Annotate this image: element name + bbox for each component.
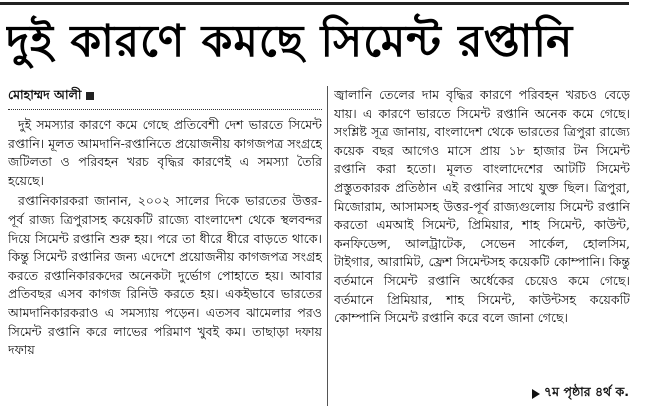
triangle-right-icon [532, 389, 540, 399]
article-column-right [334, 86, 630, 408]
headline: দুই কারণে কমছে সিমেন্ট রপ্তানি [6, 16, 574, 67]
byline-divider [8, 109, 322, 110]
top-rule [0, 2, 629, 5]
column-divider [327, 86, 328, 406]
paragraph: রপ্তানিকারকরা জানান, ২০০২ সালের দিকে ভারতের উত্তর-পূর্ব রাজ্য ত্রিপুরাসহ কয়েকটি রাজ্যে বাংলাদেশ থেকে স্থলবন্দর দিয়ে সিমেন্ট রপ্তানি শুরু হয়। পরে তা ধীরে ধীরে বাড়তে থাকে। কিন্তু সিমেন্ট রপ্তানির জন্য এদেশে প্রয়োজনীয় কাগজপত্র সংগ্রহ করতে রপ্তানিকারকদের অনেকটা দুর্ভোগ পোহাতে হয়। আবার প্রতিবছর এসব কাগজ রিনিউ করতে হয়। একইভাবে ভারতের আমদানিকারকরাও এ সমস্যায় পড়েন। এতসব ঝামেলার পরও সিমেন্ট রপ্তানি করে লাভের পরিমাণ খুবই কম। তাছাড়া দফায় দফায় [8, 193, 322, 358]
paragraph: দুই সমস্যার কারণে কমে গেছে প্রতিবেশী দেশ ভারতে সিমেন্ট রপ্তানি। মূলত আমদানি-রপ্তানিতে প্রয়োজনীয় কাগজপত্র সংগ্রহে জটিলতা ও পরিবহন খরচ বৃদ্ধির কারণেই এ সমস্যা তৈরি হয়েছে। [8, 117, 322, 188]
byline-author: মোহাম্মদ আলী [8, 87, 82, 103]
paragraph: জ্বালানি তেলের দাম বৃদ্ধির কারণে পরিবহন খরচও বেড়ে যায়। এ কারণে ভারতে সিমেন্ট রপ্তানি অনেক কমে গেছে। সংশ্লিষ্ট সূত্র জানায়, বাংলাদেশ থেকে ভারতের ত্রিপুরা রাজ্যে কয়েক বছর আগেও মাসে প্রায় ১৮ হাজার টন সিমেন্ট রপ্তানি করা হতো। মূলত বাংলাদেশের আটটি সিমেন্ট প্রস্তুতকারক প্রতিষ্ঠান এই রপ্তানির সাথে যুক্ত ছিল। ত্রিপুরা, মিজোরাম, আসামসহ উত্তর-পূর্ব রাজ্যগুলোয় সিমেন্ট রপ্তানি করতো এমআই সিমেন্ট, প্রিমিয়ার, শাহ সিমেন্ট, কাউন্ট, কনফিডেন্স, আলট্রাটেক, সেভেন সার্কেল, হোলসিম, টাইগার, আরামিট, ফ্রেশ সিমেন্টসহ কয়েকটি কোম্পানি। কিন্তু বর্তমানে সিমেন্ট রপ্তানি অর্ধেকের চেয়েও কমে গেছে। বর্তমানে প্রিমিয়ার, শাহ সিমেন্ট, কাউন্টসহ কয়েকটি কোম্পানি সিমেন্ট রপ্তানি করে বলে জানা গেছে। [334, 87, 630, 326]
byline-square-icon [86, 92, 94, 100]
continuation-note [532, 384, 629, 404]
continuation-text: ৭ম পৃষ্ঠার ৪র্থ ক. [544, 384, 629, 399]
article-column-left [8, 86, 322, 408]
byline [8, 86, 322, 105]
